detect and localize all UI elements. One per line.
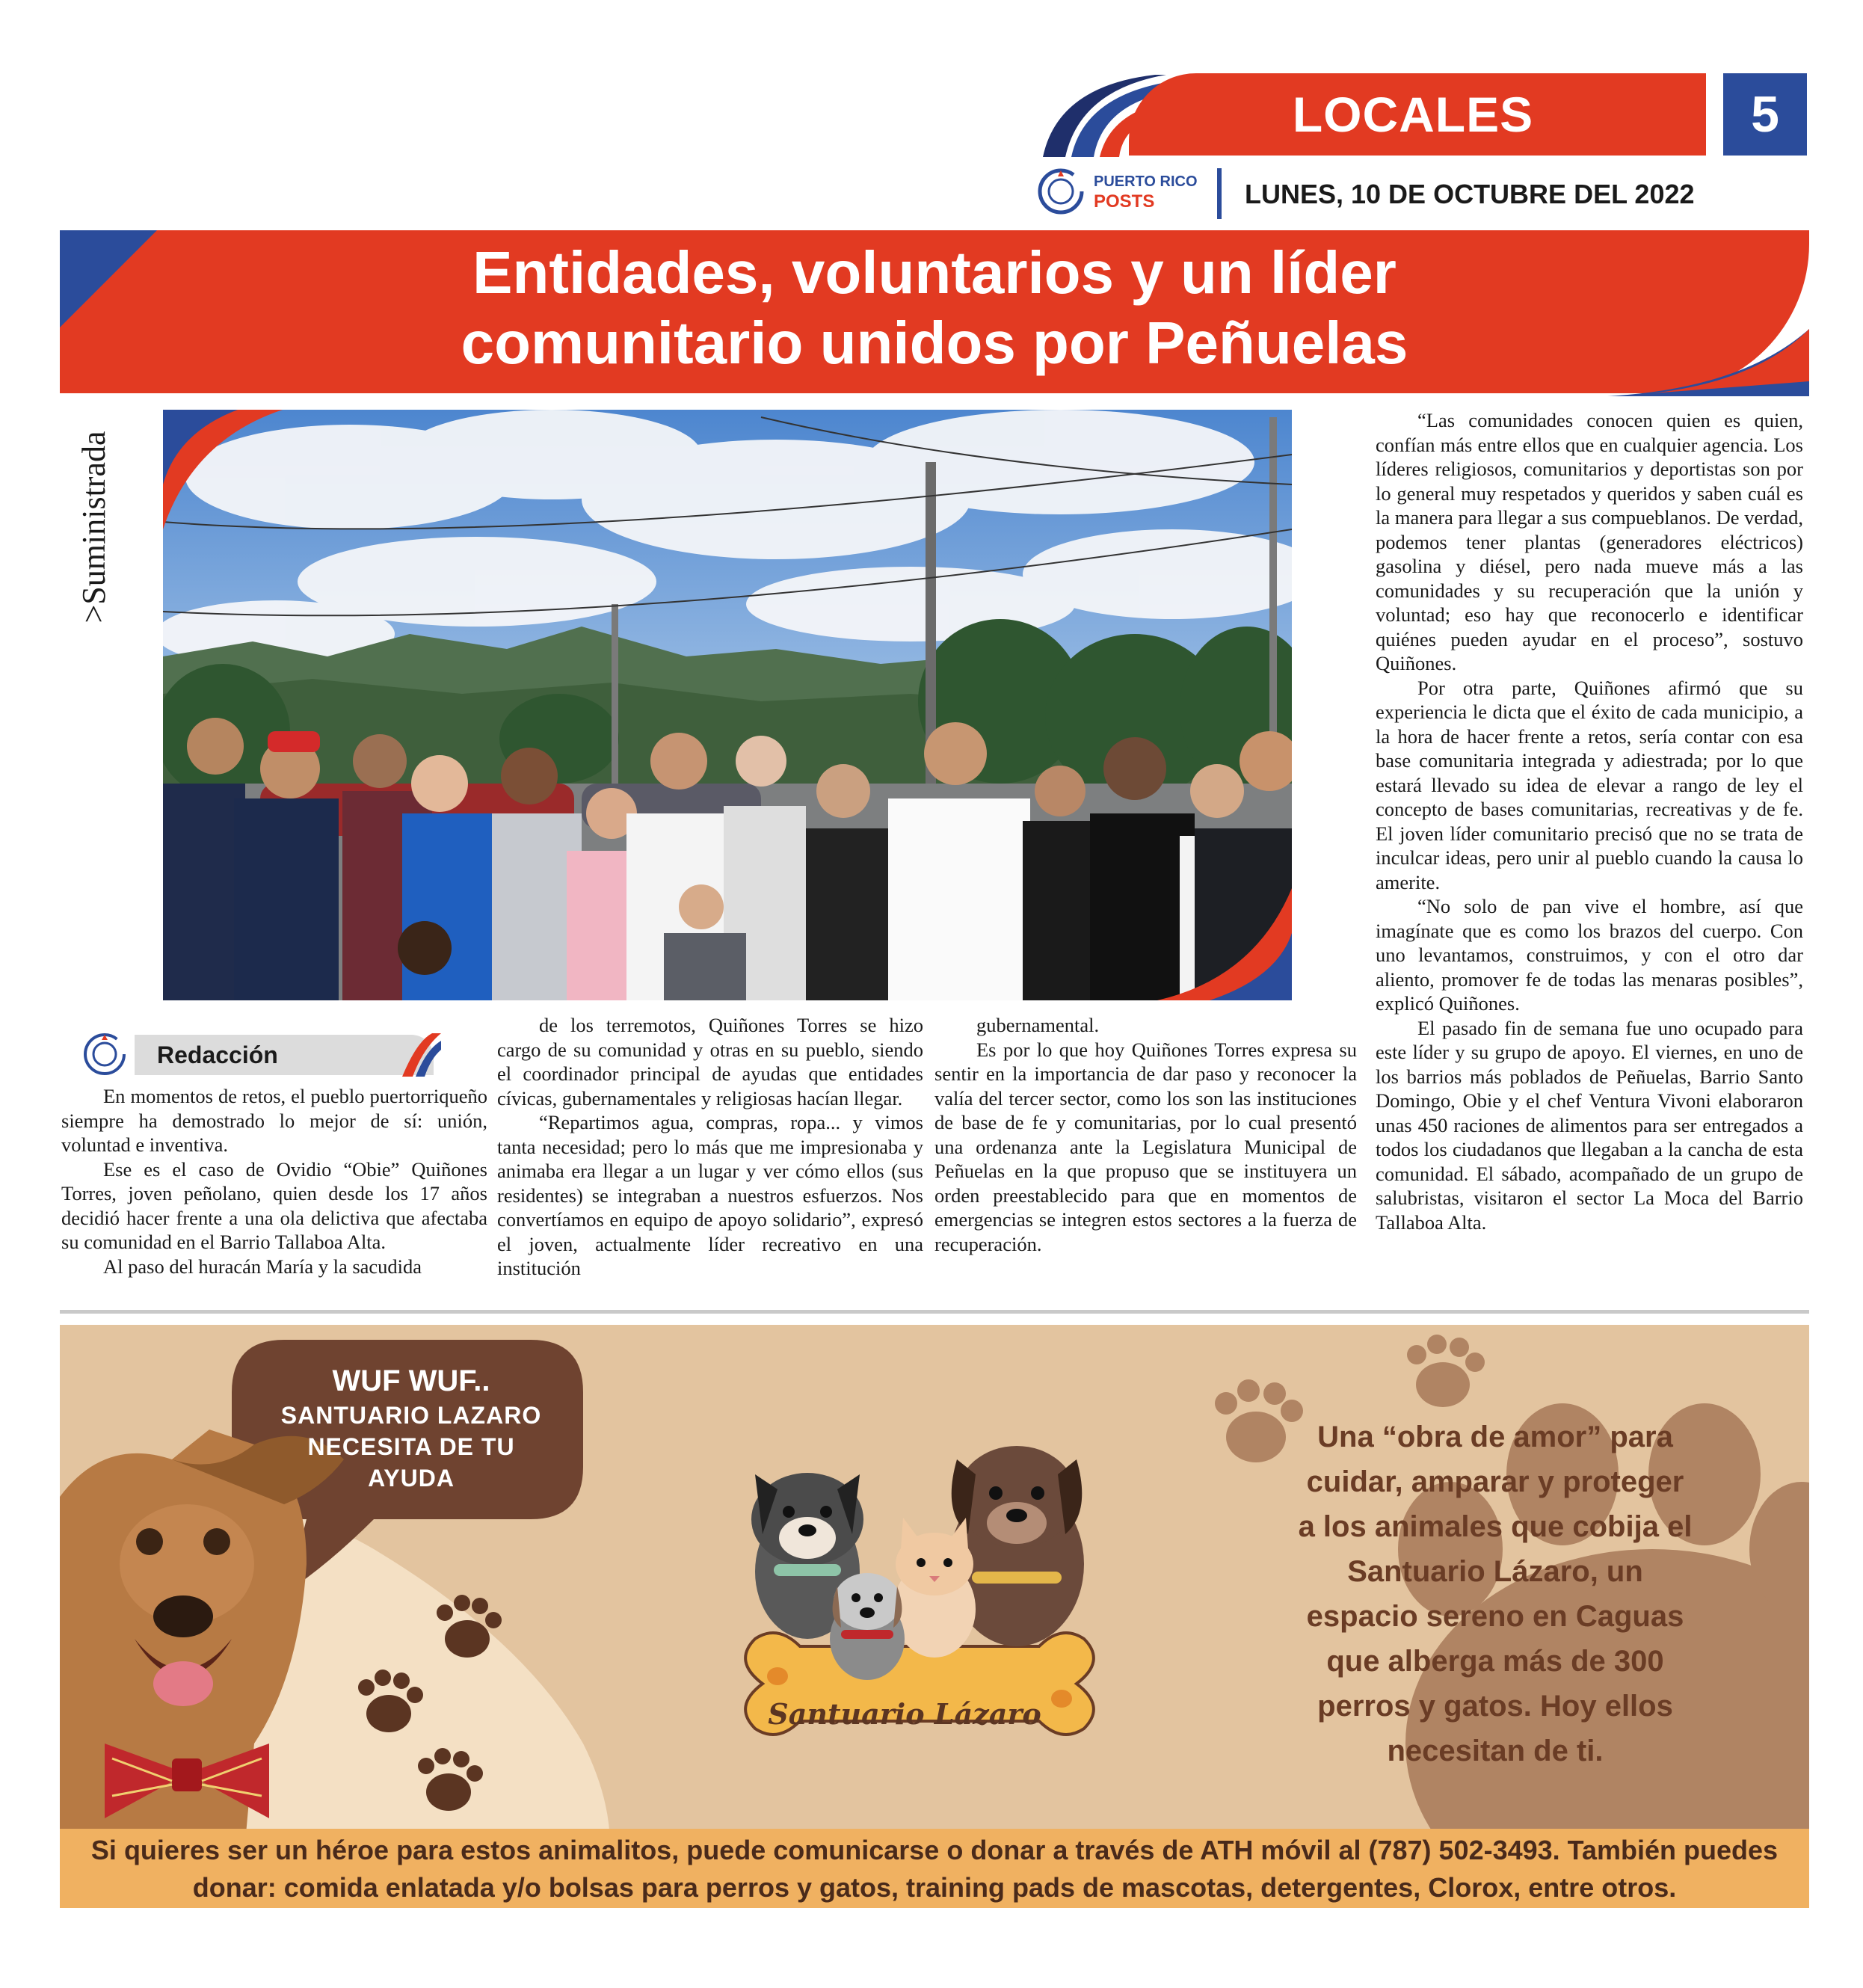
article-paragraph: de los terremotos, Quiñones Torres se hizo cargo de su comunidad y otras en su pueblo, siendo el coordinador principal de ayudas que entidades cívicas, gubernamentales y religiosas hacían llegar. bbox=[497, 1014, 923, 1110]
ad-copy-line: necesitan de ti. bbox=[1387, 1735, 1604, 1767]
group-photo-image bbox=[163, 410, 1292, 1000]
article-paragraph: En momentos de retos, el pueblo puertorriqueño siempre ha demostrado lo mejor de sí: unión, voluntad e inventiva. bbox=[61, 1085, 487, 1156]
article-paragraph: gubernamental. bbox=[976, 1014, 1100, 1036]
byline bbox=[81, 1030, 440, 1078]
logo-mark-icon bbox=[1035, 166, 1086, 217]
ad-copy-line: Una “obra de amor” para bbox=[1317, 1421, 1673, 1453]
article-paragraph: Es por lo que hoy Quiñones Torres expresa su sentir en la importancia de dar paso y reconocer la valía del tercer sector, como los son las instituciones de base de fe y comunitarias, por lo cual presentó una ordenanza ante la Legislatura Municipal de Peñuelas en la que propuso que se instituyera un orden preestablecido para que en momentos de emergencias se integren estos sectores a la fuerza de recuperación. bbox=[934, 1038, 1357, 1255]
page-number: 5 bbox=[1723, 73, 1807, 156]
ad-footer-line-1: Si quieres ser un héroe para estos animalitos, puede comunicarse o donar a través de ATH móvil al (787) 502-3493. También puedes bbox=[90, 1835, 1779, 1865]
headline-line-2: comunitario unidos por Peñuelas bbox=[461, 310, 1408, 376]
ad-copy-line: espacio sereno en Caguas bbox=[1306, 1600, 1684, 1633]
ad-copy-line: que alberga más de 300 bbox=[1326, 1645, 1664, 1678]
ad-copy bbox=[1211, 1415, 1779, 1773]
article-paragraph: Por otra parte, Quiñones afirmó que su experiencia le dicta que el éxito de cada municipio, a la hora de hacer frente a retos, sería contar con esa base comunitaria integrada y adiestrada; por lo que estará llevado su idea de elevar a rango de ley el concepto de bases comunitarias, recreativas y de fe. El joven líder comunitario precisó que no se trata de inculcar ideas, pero unir al pueblo cuando la causa lo amerite. bbox=[1376, 676, 1803, 893]
ad-footer-line-2: donar: comida enlatada y/o bolsas para perros y gatos, training pads de mascotas, detergentes, Clorox, entre otros. bbox=[192, 1872, 1677, 1903]
bubble-line-4: AYUDA bbox=[368, 1465, 455, 1492]
ad-footer bbox=[60, 1829, 1809, 1908]
sanctuary-logo-text: Santuario Lázaro bbox=[768, 1697, 1041, 1731]
header-divider bbox=[1217, 168, 1222, 219]
article-column-2 bbox=[497, 1013, 923, 1281]
article-paragraph: “Las comunidades conocen quien es quien, confían más entre ellos que en cualquier agencia. Los líderes religiosos, comunitarios y deportistas son por lo general muy respetados y queridos y saben cuál es la manera para llegar a sus compueblanos. De verdad, podemos tener plantas (generadores eléctricos) gasolina y diésel, pero nada mueve más a las comunidades y su recuperación que la unión y voluntad; eso hay que reconocerlo e identificar quiénes pueden ayudar en el proceso”, sostuvo Quiñones. bbox=[1376, 409, 1803, 674]
logo-bottom-text: POSTS bbox=[1094, 191, 1155, 212]
bubble-line-3: NECESITA DE TU bbox=[307, 1433, 515, 1460]
headline bbox=[60, 238, 1809, 387]
byline-author: Redacción bbox=[157, 1041, 278, 1068]
photo-credit-text: >Suministrada bbox=[76, 431, 112, 624]
speech-bubble-text bbox=[217, 1362, 606, 1494]
article-column-3 bbox=[934, 1013, 1357, 1256]
ad-copy-line: perros y gatos. Hoy ellos bbox=[1317, 1690, 1673, 1723]
article-column-1 bbox=[61, 1084, 487, 1278]
bubble-line-1: WUF WUF.. bbox=[332, 1364, 490, 1397]
byline-stripes-decoration bbox=[402, 1033, 441, 1077]
group-photo bbox=[163, 410, 1292, 1000]
photo-credit bbox=[72, 411, 117, 643]
logo-top-text: PUERTO RICO bbox=[1094, 173, 1198, 190]
article-paragraph: “No solo de pan vive el hombre, así que imagínate que es como los brazos del cuerpo. Con uno levantamos, construimos, y con el otro dar aliento, promover fe de todas las menaras posibles”, explicó Quiñones. bbox=[1376, 895, 1803, 1015]
article-column-4 bbox=[1376, 408, 1803, 1234]
section-label: LOCALES bbox=[1292, 87, 1534, 142]
ad-copy-line: a los animales que cobija el bbox=[1298, 1510, 1693, 1543]
article-paragraph: El pasado fin de semana fue uno ocupado para este líder y su grupo de apoyo. El viernes, en uno de los barrios más poblados de Peñuelas, Barrio Santo Domingo, Obie y el chef Ventura Vivoni elaboraron unas 450 raciones de alimentos para ser entregados a todos los ciudadanos que llegaban a la cancha de esta comunidad. El sábado, acompañado de un grupo de salubristas, visitaron el sector La Moca del Barrio Tallaboa Alta. bbox=[1376, 1016, 1803, 1234]
publication-logo bbox=[1035, 164, 1200, 218]
ad-copy-line: Santuario Lázaro, un bbox=[1347, 1555, 1643, 1588]
byline-logo-icon bbox=[81, 1030, 129, 1078]
headline-line-1: Entidades, voluntarios y un líder bbox=[472, 239, 1397, 306]
article-paragraph: “Repartimos agua, compras, ropa... y vimos tanta necesidad; pero lo más que me impresionaba y animaba era llegar a un lugar y ver cómo ellos (sus residentes) se integraban a nuestros esfuerzos. Nos convertíamos en equipo de apoyo solidario”, expresó el joven, actualmente líder recreativo en una institución bbox=[497, 1111, 923, 1279]
article-paragraph: Al paso del huracán María y la sacudida bbox=[103, 1255, 422, 1278]
ad-copy-line: cuidar, amparar y proteger bbox=[1306, 1465, 1684, 1498]
bubble-line-2: SANTUARIO LAZARO bbox=[280, 1402, 542, 1429]
issue-date: LUNES, 10 DE OCTUBRE DEL 2022 bbox=[1245, 179, 1695, 209]
article-paragraph: Ese es el caso de Ovidio “Obie” Quiñones Torres, joven peñolano, quien desde los 17 años decidió hacer frente a una ola delictiva que afectaba su comunidad en el Barrio Tallaboa Alta. bbox=[61, 1157, 487, 1253]
section-divider bbox=[60, 1310, 1809, 1314]
